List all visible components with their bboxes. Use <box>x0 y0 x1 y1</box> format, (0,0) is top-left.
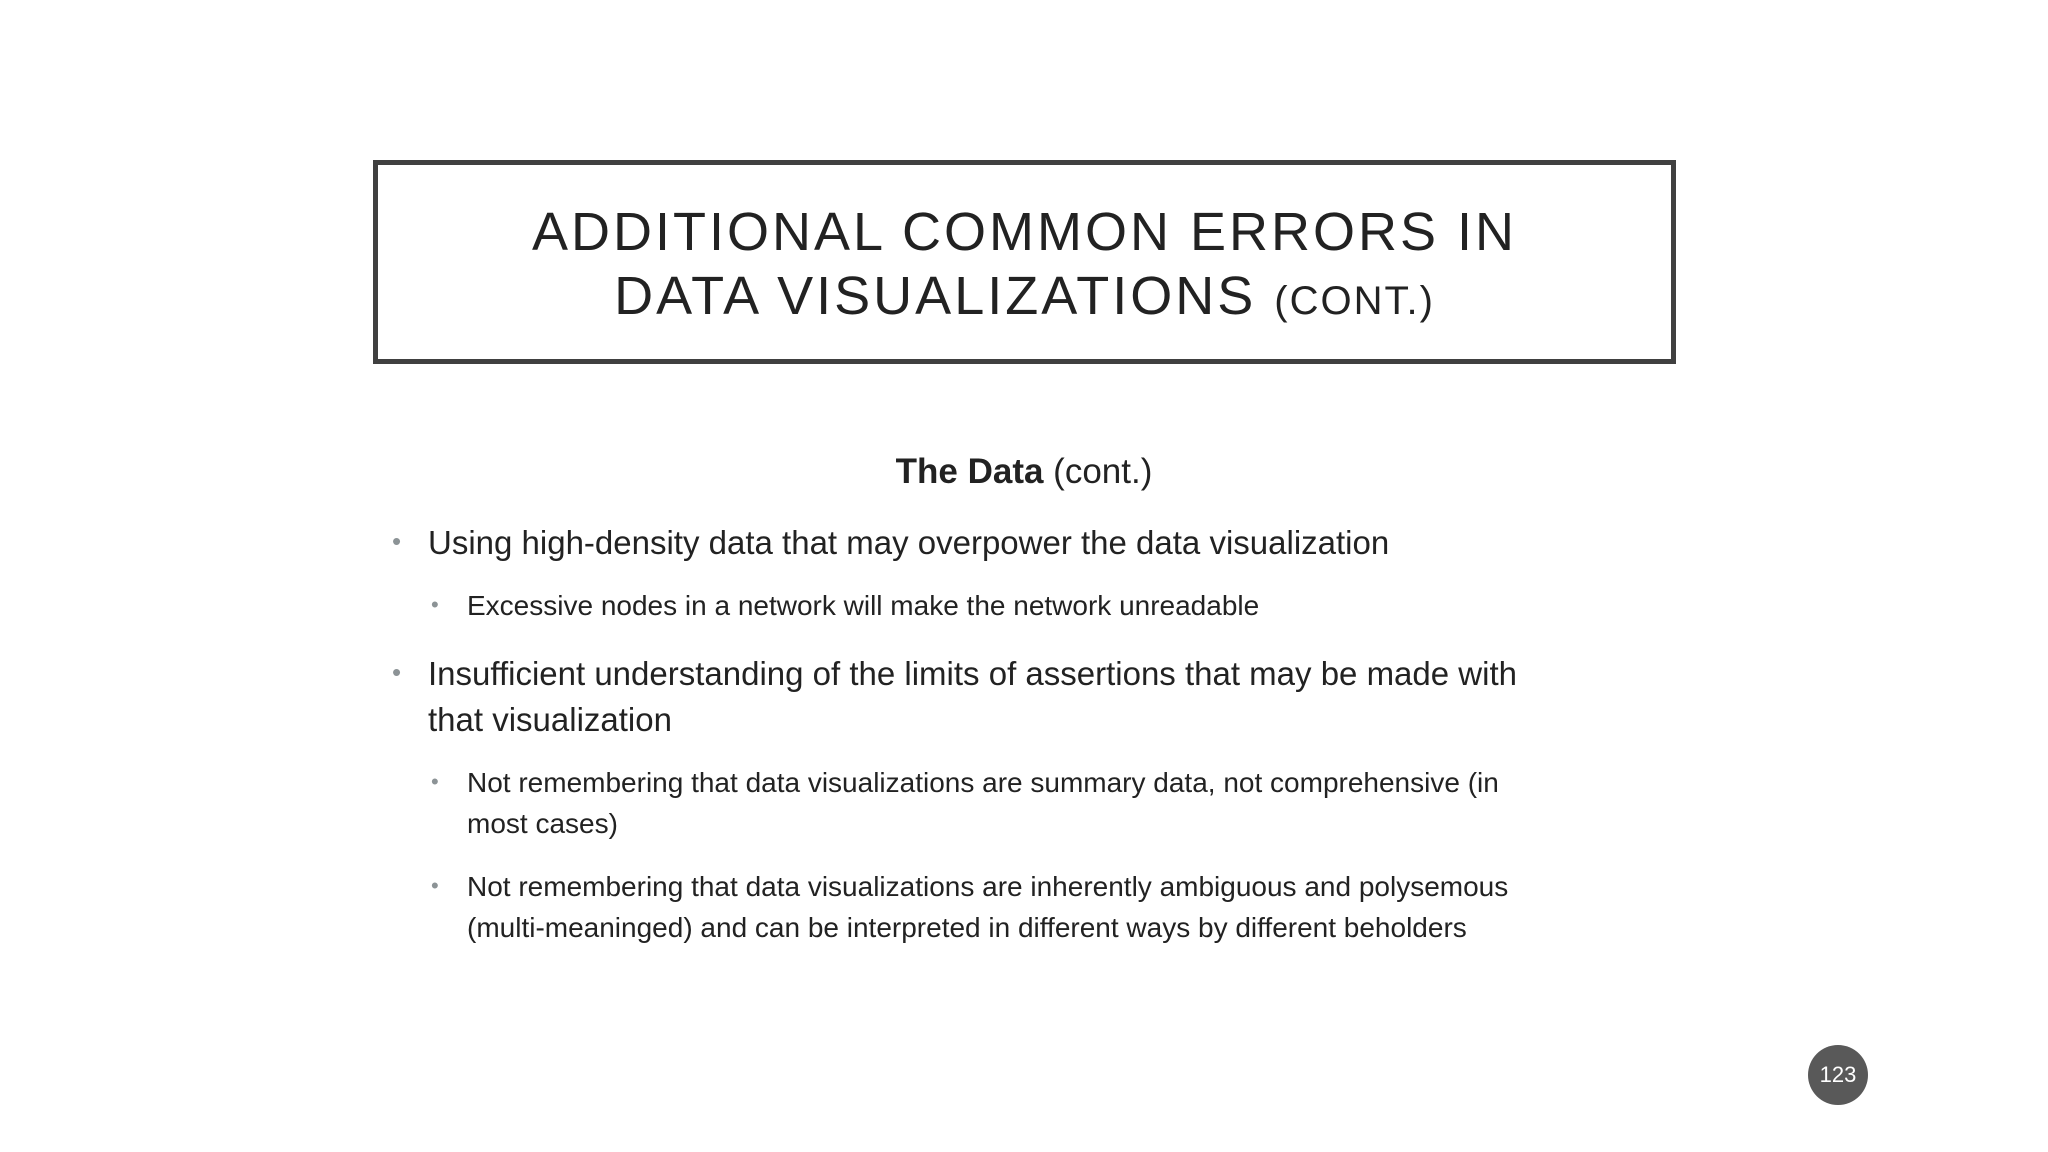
section-heading-rest: (cont.) <box>1053 452 1153 491</box>
slide-title-line-1: ADDITIONAL COMMON ERRORS IN <box>531 202 1518 262</box>
bullet-icon: • <box>392 657 402 687</box>
slide-title-suffix: (CONT.) <box>1274 279 1435 323</box>
bullet-1-sub-1-text: Excessive nodes in a network will make the network unreadable <box>467 590 1260 621</box>
bullet-icon: • <box>392 526 402 556</box>
bullet-2-sub-1-line-1: Not remembering that data visualizations are summary data, not comprehensive (in <box>467 767 1499 798</box>
bullet-2-text-line-1: Insufficient understanding of the limits of assertions that may be made with <box>428 655 1517 692</box>
bullet-1-text: Using high-density data that may overpower the data visualization <box>428 524 1390 561</box>
page-number-badge: 123 <box>1808 1045 1868 1105</box>
slide-title-box <box>373 160 1676 364</box>
sub-bullet-icon: • <box>431 769 439 794</box>
bullet-2-sub-2-line-2: (multi-meaninged) and can be interpreted in different ways by different beholders <box>467 912 1467 943</box>
section-heading-bold: The Data <box>895 452 1044 491</box>
bullet-2-sub-2-line-1: Not remembering that data visualizations are inherently ambiguous and polysemous <box>467 871 1509 902</box>
sub-bullet-icon: • <box>431 873 439 898</box>
section-heading <box>0 452 2048 492</box>
slide-title-line-2-text: DATA VISUALIZATIONS <box>614 266 1257 326</box>
bullet-2-sub-1-line-2: most cases) <box>467 808 618 839</box>
sub-bullet-icon: • <box>431 592 439 617</box>
slide-title-line-2 <box>378 265 1671 327</box>
bullet-2-text-line-2: that visualization <box>428 701 672 738</box>
